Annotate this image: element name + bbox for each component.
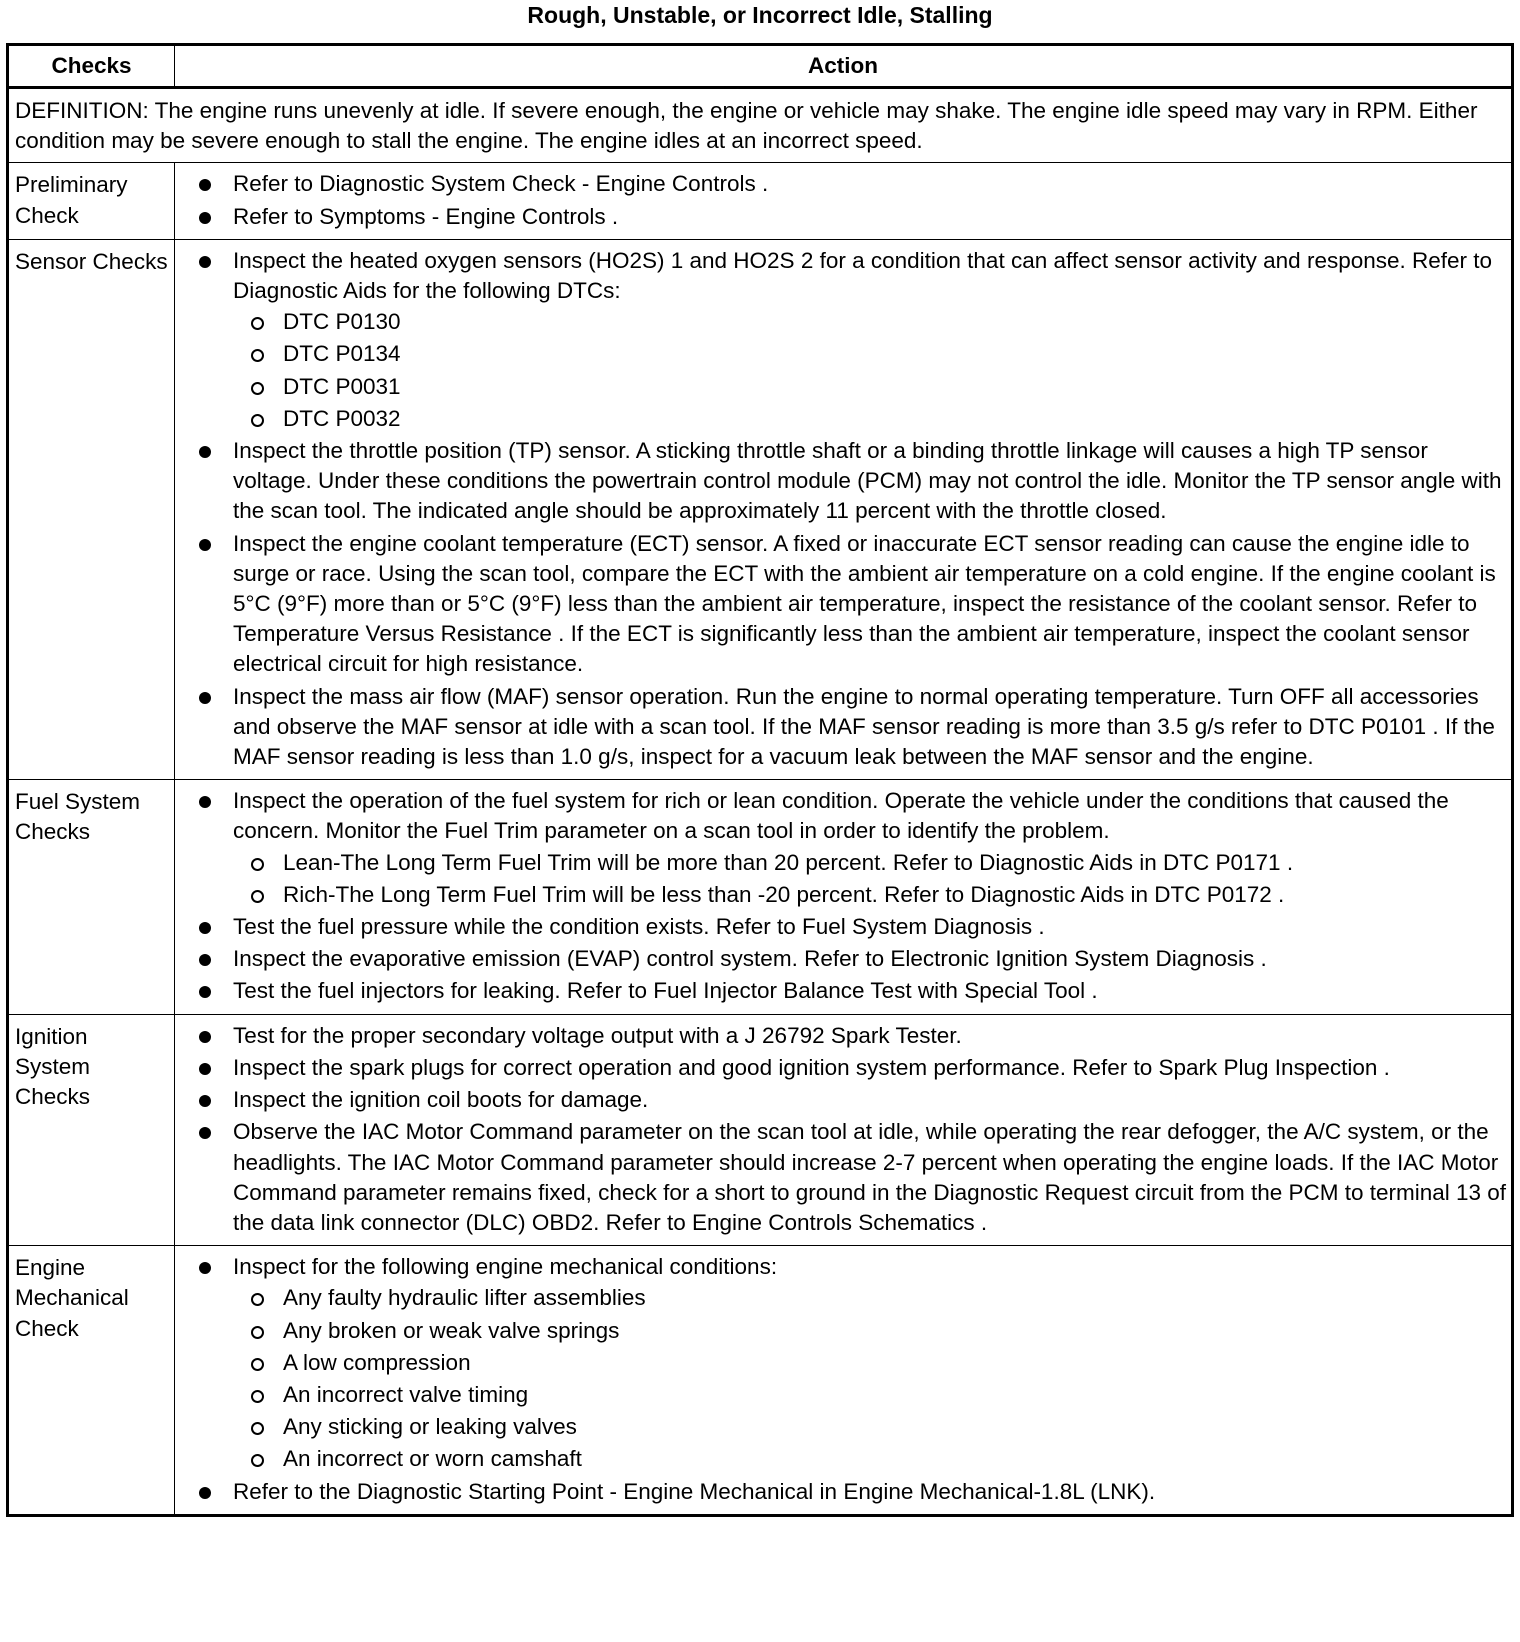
filled-bullet-icon [199,256,211,268]
action-item [199,912,1507,942]
sub-action-item [233,1412,1507,1442]
filled-bullet-icon [199,986,211,998]
action-item-text: Test for the proper secondary voltage output with a J 26792 Spark Tester. [233,1022,962,1048]
definition-text: DEFINITION: The engine runs unevenly at idle. If severe enough, the engine or vehicle may shake. The engine idle speed may vary in RPM. Either condition may be severe enough to stall the engine. The engine idles at an incorrect speed. [8,88,1513,163]
sub-action-item [233,848,1507,878]
table-row [8,239,1513,779]
action-item [199,1477,1507,1507]
sub-action-item [233,1380,1507,1410]
action-item [199,1117,1507,1238]
sub-action-list [233,307,1507,434]
filled-bullet-icon [199,446,211,458]
action-list [199,786,1507,1006]
hollow-bullet-icon [251,1422,264,1435]
action-item [199,976,1507,1006]
header-checks: Checks [8,45,175,88]
definition-row [8,88,1513,163]
sub-action-item [233,307,1507,337]
filled-bullet-icon [199,1487,211,1499]
action-item [199,682,1507,773]
sub-action-item [233,880,1507,910]
header-action: Action [175,45,1513,88]
filled-bullet-icon [199,1063,211,1075]
check-category-cell: Sensor Checks [8,239,175,779]
action-item [199,1053,1507,1083]
sub-action-item [233,404,1507,434]
action-item-text: Refer to Symptoms - Engine Controls . [233,203,619,229]
action-list [199,1252,1507,1507]
filled-bullet-icon [199,1095,211,1107]
action-item-text: Inspect the heated oxygen sensors (HO2S) 1 and HO2S 2 for a condition that can affect sensor activity and response. Refer to Diagnostic Aids for the following DTCs: [233,247,1493,304]
sub-action-item-text: Any broken or weak valve springs [283,1317,620,1343]
check-category-cell: Ignition System Checks [8,1014,175,1245]
action-item-text: Inspect the operation of the fuel system for rich or lean condition. Operate the vehicle under the conditions that caused the concern. Monitor the Fuel Trim parameter on a scan tool in order to identify the problem. [233,788,1449,844]
diagnostic-table [6,43,1514,1517]
hollow-bullet-icon [251,317,264,330]
action-item [199,944,1507,974]
action-item-text: Observe the IAC Motor Command parameter on the scan tool at idle, while operating the rear defogger, the A/C system, or the headlights. The IAC Motor Command parameter should increase 2-7 percent when operating the engine loads. If the IAC Motor Command parameter remains fixed, check for a short to ground in the Diagnostic Request circuit from the PCM to terminal 13 of the data link connector (DLC) OBD2. Refer to Engine Controls Schematics . [233,1119,1507,1235]
table-row [8,780,1513,1014]
hollow-bullet-icon [251,890,264,903]
table-row [8,163,1513,239]
sub-action-item-text: Any sticking or leaking valves [283,1414,577,1440]
action-item [199,436,1507,527]
filled-bullet-icon [199,954,211,966]
action-cell [175,163,1513,239]
action-item [199,202,1507,232]
filled-bullet-icon [199,179,211,191]
action-item-text: Inspect the ignition coil boots for damage. [233,1087,649,1113]
page-title: Rough, Unstable, or Incorrect Idle, Stalling [527,2,993,28]
sub-action-item-text: DTC P0031 [283,373,401,399]
action-item [199,169,1507,199]
filled-bullet-icon [199,796,211,808]
sub-action-item [233,1444,1507,1474]
hollow-bullet-icon [251,1454,264,1467]
action-item-text: Inspect the engine coolant temperature (ECT) sensor. A fixed or inaccurate ECT sensor reading can cause the engine idle to surge or race. Using the scan tool, compare the ECT with the ambient air temperature on a cold engine. If the engine coolant is 5°C (9°F) more than or 5°C (9°F) less than the ambient air temperature, inspect the resistance of the coolant sensor. Refer to Temperature Versus Resistance . If the ECT is significantly less than the ambient air temperature, inspect the coolant sensor electrical circuit for high resistance. [233,530,1496,677]
hollow-bullet-icon [251,1390,264,1403]
action-cell [175,780,1513,1014]
check-category-cell: Fuel System Checks [8,780,175,1014]
sub-action-item-text: DTC P0032 [283,405,401,431]
filled-bullet-icon [199,922,211,934]
table-row [8,1014,1513,1245]
filled-bullet-icon [199,1127,211,1139]
hollow-bullet-icon [251,1326,264,1339]
sub-action-item-text: DTC P0134 [283,341,401,367]
hollow-bullet-icon [251,414,264,427]
sub-action-item [233,1283,1507,1313]
filled-bullet-icon [199,212,211,224]
action-item-text: Refer to Diagnostic System Check - Engine Controls . [233,171,769,197]
action-item [199,246,1507,434]
sub-action-item-text: Rich-The Long Term Fuel Trim will be less than -20 percent. Refer to Diagnostic Aids in DTC P0172 . [283,881,1285,907]
filled-bullet-icon [199,539,211,551]
check-category-cell: Preliminary Check [8,163,175,239]
sub-action-list [233,848,1507,910]
sub-action-item [233,339,1507,369]
action-item-text: Inspect for the following engine mechanical conditions: [233,1254,778,1280]
action-item-text: Inspect the throttle position (TP) sensor. A sticking throttle shaft or a binding throttle linkage will causes a high TP sensor voltage. Under these conditions the powertrain control module (PCM) may not control the idle. Monitor the TP sensor angle with the scan tool. The indicated angle should be approximately 11 percent with the throttle closed. [233,438,1502,524]
hollow-bullet-icon [251,858,264,871]
sub-action-item-text: An incorrect or worn camshaft [283,1446,582,1472]
action-item-text: Inspect the mass air flow (MAF) sensor operation. Run the engine to normal operating temperature. Turn OFF all accessories and observe the MAF sensor at idle with a scan tool. If the MAF sensor reading is more than 3.5 g/s refer to DTC P0101 . If the MAF sensor reading is less than 1.0 g/s, inspect for a vacuum leak between the MAF sensor and the engine. [233,683,1495,770]
hollow-bullet-icon [251,349,264,362]
hollow-bullet-icon [251,1358,264,1371]
sub-action-item [233,1348,1507,1378]
action-item [199,1085,1507,1115]
filled-bullet-icon [199,1262,211,1274]
table-header-row [8,45,1513,88]
action-item-text: Inspect the evaporative emission (EVAP) control system. Refer to Electronic Ignition System Diagnosis . [233,946,1267,972]
action-item [199,529,1507,680]
action-list [199,169,1507,231]
sub-action-item [233,372,1507,402]
sub-action-item-text: An incorrect valve timing [283,1381,529,1407]
action-item-text: Test the fuel injectors for leaking. Refer to Fuel Injector Balance Test with Special Tool . [233,978,1098,1004]
filled-bullet-icon [199,1031,211,1043]
sub-action-item-text: DTC P0130 [283,309,401,335]
action-cell [175,239,1513,779]
sub-action-item [233,1316,1507,1346]
action-item [199,786,1507,910]
check-category-cell: Engine Mechanical Check [8,1246,175,1516]
table-row [8,1246,1513,1516]
hollow-bullet-icon [251,1293,264,1306]
sub-action-item-text: Lean-The Long Term Fuel Trim will be more than 20 percent. Refer to Diagnostic Aids in DTC P0171 . [283,849,1294,875]
action-item-text: Inspect the spark plugs for correct operation and good ignition system performance. Refer to Spark Plug Inspection . [233,1054,1390,1080]
action-item-text: Refer to the Diagnostic Starting Point - Engine Mechanical in Engine Mechanical-1.8L (LNK). [233,1478,1156,1504]
action-item-text: Test the fuel pressure while the condition exists. Refer to Fuel System Diagnosis . [233,914,1045,940]
action-list [199,246,1507,772]
action-item [199,1252,1507,1474]
action-cell [175,1014,1513,1245]
action-cell [175,1246,1513,1516]
sub-action-list [233,1283,1507,1474]
filled-bullet-icon [199,692,211,704]
sub-action-item-text: A low compression [283,1349,471,1375]
action-list [199,1021,1507,1238]
action-item [199,1021,1507,1051]
sub-action-item-text: Any faulty hydraulic lifter assemblies [283,1285,646,1311]
hollow-bullet-icon [251,382,264,395]
